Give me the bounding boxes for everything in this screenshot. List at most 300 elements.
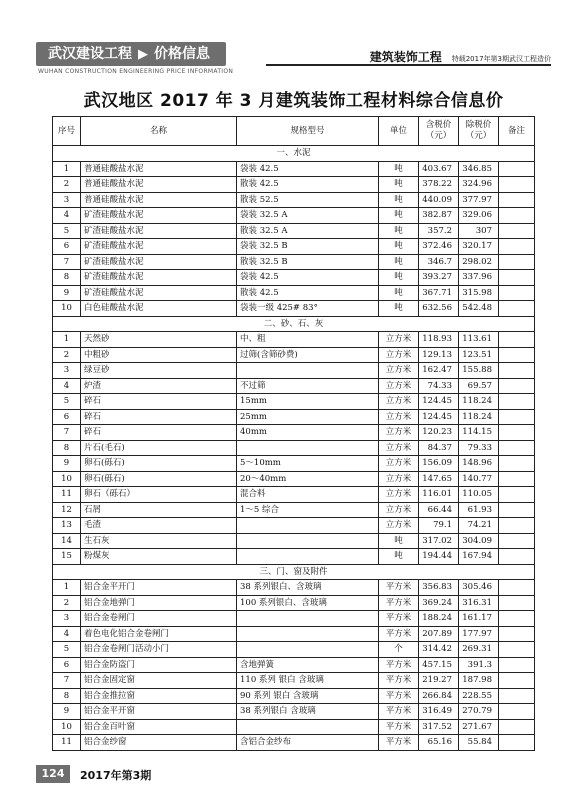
cell-note	[499, 642, 535, 658]
cell-note	[499, 471, 535, 487]
cell-no: 7	[53, 673, 81, 689]
cell-unit: 平方米	[379, 673, 419, 689]
cell-no: 8	[53, 688, 81, 704]
cell-name: 白色硅酸盐水泥	[81, 301, 237, 317]
footer-issue: 2017年第3期	[80, 769, 152, 782]
cell-no: 10	[53, 719, 81, 735]
cell-name: 天然砂	[81, 332, 237, 348]
cell-note	[499, 301, 535, 317]
table-row	[53, 471, 535, 487]
cell-price-notax: 305.46	[459, 580, 499, 596]
cell-price-tax: 74.33	[419, 378, 459, 394]
cell-note	[499, 208, 535, 224]
cell-spec: 过筛(含筛砂费)	[237, 347, 379, 363]
cell-price-notax: 315.98	[459, 285, 499, 301]
column-header: 备注	[499, 117, 535, 146]
cell-price-tax: 356.83	[419, 580, 459, 596]
cell-price-tax: 207.89	[419, 626, 459, 642]
cell-no: 7	[53, 254, 81, 270]
cell-unit: 吨	[379, 549, 419, 565]
section-title: 二、砂、石、灰	[53, 316, 535, 332]
cell-spec: 含地弹簧	[237, 657, 379, 673]
cell-unit: 吨	[379, 285, 419, 301]
cell-spec: 38 系列银白 含玻璃	[237, 704, 379, 720]
header-right	[370, 46, 551, 65]
cell-price-tax: 357.2	[419, 223, 459, 239]
cell-unit: 平方米	[379, 595, 419, 611]
cell-no: 8	[53, 270, 81, 286]
cell-no: 5	[53, 642, 81, 658]
table-row	[53, 270, 535, 286]
cell-price-notax: 228.55	[459, 688, 499, 704]
cell-no: 1	[53, 332, 81, 348]
table-header-row	[53, 117, 535, 146]
cell-price-tax: 65.16	[419, 735, 459, 751]
table-row	[53, 549, 535, 565]
cell-spec: 38 系列银白、含玻璃	[237, 580, 379, 596]
cell-unit: 吨	[379, 223, 419, 239]
table-row	[53, 518, 535, 534]
cell-price-notax: 307	[459, 223, 499, 239]
cell-price-notax: 118.24	[459, 409, 499, 425]
cell-spec	[237, 549, 379, 565]
table-row	[53, 363, 535, 379]
column-header: 名称	[81, 117, 237, 146]
cell-note	[499, 719, 535, 735]
cell-no: 15	[53, 549, 81, 565]
table-row	[53, 425, 535, 441]
cell-no: 9	[53, 456, 81, 472]
cell-note	[499, 533, 535, 549]
cell-no: 6	[53, 657, 81, 673]
cell-note	[499, 626, 535, 642]
cell-name: 矿渣硅酸盐水泥	[81, 239, 237, 255]
table-body	[53, 146, 535, 751]
cell-note	[499, 611, 535, 627]
cell-name: 片石(毛石)	[81, 440, 237, 456]
table-row	[53, 394, 535, 410]
cell-name: 卵石(砾石)	[81, 471, 237, 487]
cell-price-notax: 55.84	[459, 735, 499, 751]
cell-spec: 含铝合金纱布	[237, 735, 379, 751]
table-row	[53, 223, 535, 239]
cell-price-notax: 79.33	[459, 440, 499, 456]
cell-price-notax: 391.3	[459, 657, 499, 673]
cell-spec	[237, 533, 379, 549]
cell-name: 普通硅酸盐水泥	[81, 161, 237, 177]
cell-name: 铝合金卷闸门活动小门	[81, 642, 237, 658]
cell-price-tax: 219.27	[419, 673, 459, 689]
cell-name: 铝合金百叶窗	[81, 719, 237, 735]
cell-price-tax: 156.09	[419, 456, 459, 472]
brand-name: 武汉建设工程	[48, 46, 132, 62]
cell-name: 铝合金防盗门	[81, 657, 237, 673]
cell-price-notax: 377.97	[459, 192, 499, 208]
cell-name: 铝合金固定窗	[81, 673, 237, 689]
cell-note	[499, 378, 535, 394]
cell-unit: 吨	[379, 177, 419, 193]
cell-spec: 20～40mm	[237, 471, 379, 487]
cell-spec	[237, 719, 379, 735]
cell-unit: 立方米	[379, 394, 419, 410]
cell-no: 11	[53, 487, 81, 503]
table-row	[53, 440, 535, 456]
price-table	[52, 116, 535, 751]
cell-note	[499, 735, 535, 751]
cell-note	[499, 487, 535, 503]
cell-note	[499, 425, 535, 441]
cell-no: 5	[53, 223, 81, 239]
table-row	[53, 254, 535, 270]
table-row	[53, 642, 535, 658]
cell-spec	[237, 611, 379, 627]
cell-name: 毛渣	[81, 518, 237, 534]
cell-price-notax: 74.21	[459, 518, 499, 534]
cell-spec	[237, 626, 379, 642]
cell-price-notax: 155.88	[459, 363, 499, 379]
cell-spec: 散装 52.5	[237, 192, 379, 208]
cell-price-notax: 140.77	[459, 471, 499, 487]
cell-no: 10	[53, 301, 81, 317]
cell-name: 绿豆砂	[81, 363, 237, 379]
cell-no: 2	[53, 177, 81, 193]
cell-price-notax: 167.94	[459, 549, 499, 565]
cell-spec: 5～10mm	[237, 456, 379, 472]
cell-name: 生石灰	[81, 533, 237, 549]
cell-spec: 40mm	[237, 425, 379, 441]
cell-price-tax: 367.71	[419, 285, 459, 301]
cell-spec: 1～5 综合	[237, 502, 379, 518]
cell-unit: 平方米	[379, 719, 419, 735]
cell-note	[499, 223, 535, 239]
cell-unit: 吨	[379, 239, 419, 255]
cell-spec: 90 系列 银白 含玻璃	[237, 688, 379, 704]
cell-unit: 吨	[379, 533, 419, 549]
cell-no: 13	[53, 518, 81, 534]
column-header: 规格型号	[237, 117, 379, 146]
cell-no: 11	[53, 735, 81, 751]
cell-note	[499, 673, 535, 689]
cell-no: 12	[53, 502, 81, 518]
cell-unit: 立方米	[379, 456, 419, 472]
cell-name: 碎石	[81, 425, 237, 441]
cell-spec: 袋装 32.5 A	[237, 208, 379, 224]
cell-unit: 吨	[379, 192, 419, 208]
cell-name: 中粗砂	[81, 347, 237, 363]
cell-unit: 立方米	[379, 425, 419, 441]
cell-price-tax: 314.42	[419, 642, 459, 658]
category-name: 价格信息	[154, 46, 210, 62]
cell-price-notax: 542.48	[459, 301, 499, 317]
cell-spec: 15mm	[237, 394, 379, 410]
brand-subtitle: WUHAN CONSTRUCTION ENGINEERING PRICE INFORMATION	[38, 68, 234, 75]
cell-no: 1	[53, 161, 81, 177]
cell-spec: 袋装 42.5	[237, 161, 379, 177]
table-row	[53, 719, 535, 735]
cell-price-notax: 148.96	[459, 456, 499, 472]
page-footer	[36, 765, 551, 785]
cell-note	[499, 688, 535, 704]
cell-unit: 吨	[379, 301, 419, 317]
cell-price-notax: 118.24	[459, 394, 499, 410]
table-row	[53, 611, 535, 627]
section-row	[53, 564, 535, 580]
table-row	[53, 239, 535, 255]
cell-spec: 散装 32.5 B	[237, 254, 379, 270]
cell-note	[499, 363, 535, 379]
cell-note	[499, 254, 535, 270]
table-row	[53, 487, 535, 503]
cell-name: 碎石	[81, 394, 237, 410]
cell-no: 14	[53, 533, 81, 549]
cell-spec	[237, 363, 379, 379]
table-row	[53, 688, 535, 704]
cell-price-tax: 120.23	[419, 425, 459, 441]
cell-note	[499, 270, 535, 286]
cell-unit: 立方米	[379, 487, 419, 503]
table-row	[53, 177, 535, 193]
table-row	[53, 704, 535, 720]
table-row	[53, 332, 535, 348]
table-row	[53, 626, 535, 642]
cell-spec	[237, 440, 379, 456]
cell-unit: 个	[379, 642, 419, 658]
cell-spec	[237, 642, 379, 658]
brand-badge	[36, 42, 226, 66]
table-row	[53, 502, 535, 518]
cell-name: 碎石	[81, 409, 237, 425]
cell-price-tax: 369.24	[419, 595, 459, 611]
cell-price-tax: 124.45	[419, 409, 459, 425]
cell-price-notax: 337.96	[459, 270, 499, 286]
cell-price-notax: 61.93	[459, 502, 499, 518]
cell-unit: 平方米	[379, 611, 419, 627]
cell-note	[499, 394, 535, 410]
cell-spec: 110 系列 银白 含玻璃	[237, 673, 379, 689]
table-row	[53, 208, 535, 224]
cell-note	[499, 192, 535, 208]
table-row	[53, 580, 535, 596]
cell-note	[499, 332, 535, 348]
section-title: 一、水泥	[53, 146, 535, 162]
cell-price-tax: 403.67	[419, 161, 459, 177]
section-name: 建筑装饰工程	[369, 50, 442, 64]
section-title: 三、门、窗及附件	[53, 564, 535, 580]
cell-no: 1	[53, 580, 81, 596]
table-row	[53, 301, 535, 317]
cell-note	[499, 177, 535, 193]
cell-price-tax: 457.15	[419, 657, 459, 673]
table-row	[53, 347, 535, 363]
cell-unit: 立方米	[379, 471, 419, 487]
cell-price-notax: 113.61	[459, 332, 499, 348]
table-row	[53, 595, 535, 611]
cell-unit: 立方米	[379, 502, 419, 518]
cell-name: 炉渣	[81, 378, 237, 394]
cell-note	[499, 657, 535, 673]
column-header: 含税价 （元）	[419, 117, 459, 146]
cell-no: 9	[53, 704, 81, 720]
table-row	[53, 285, 535, 301]
cell-price-notax: 316.31	[459, 595, 499, 611]
table-row	[53, 673, 535, 689]
cell-price-tax: 118.93	[419, 332, 459, 348]
cell-spec: 25mm	[237, 409, 379, 425]
issue-note: 特载2017年第3期武汉工程造价	[451, 55, 551, 63]
cell-price-notax: 177.97	[459, 626, 499, 642]
cell-name: 普通硅酸盐水泥	[81, 192, 237, 208]
cell-unit: 立方米	[379, 347, 419, 363]
cell-price-notax: 269.31	[459, 642, 499, 658]
cell-note	[499, 409, 535, 425]
cell-name: 矿渣硅酸盐水泥	[81, 270, 237, 286]
cell-price-notax: 69.57	[459, 378, 499, 394]
cell-note	[499, 161, 535, 177]
cell-price-tax: 266.84	[419, 688, 459, 704]
cell-spec: 袋装一级 425# 83°	[237, 301, 379, 317]
cell-price-tax: 382.87	[419, 208, 459, 224]
cell-spec: 散装 32.5 A	[237, 223, 379, 239]
table-row	[53, 161, 535, 177]
cell-note	[499, 518, 535, 534]
cell-spec: 袋装 32.5 B	[237, 239, 379, 255]
cell-name: 矿渣硅酸盐水泥	[81, 223, 237, 239]
cell-price-notax: 114.15	[459, 425, 499, 441]
cell-no: 3	[53, 611, 81, 627]
cell-name: 普通硅酸盐水泥	[81, 177, 237, 193]
cell-no: 10	[53, 471, 81, 487]
column-header: 序号	[53, 117, 81, 146]
cell-price-tax: 378.22	[419, 177, 459, 193]
cell-spec	[237, 518, 379, 534]
page-number: 124	[36, 765, 70, 783]
cell-spec: 散装 42.5	[237, 285, 379, 301]
cell-price-notax: 320.17	[459, 239, 499, 255]
cell-price-tax: 79.1	[419, 518, 459, 534]
cell-note	[499, 239, 535, 255]
cell-unit: 立方米	[379, 440, 419, 456]
cell-name: 铝合金纱窗	[81, 735, 237, 751]
column-header: 单位	[379, 117, 419, 146]
cell-no: 6	[53, 239, 81, 255]
cell-price-tax: 188.24	[419, 611, 459, 627]
cell-spec: 混合料	[237, 487, 379, 503]
cell-price-notax: 161.17	[459, 611, 499, 627]
cell-price-tax: 84.37	[419, 440, 459, 456]
cell-no: 3	[53, 192, 81, 208]
cell-spec: 中、粗	[237, 332, 379, 348]
cell-no: 2	[53, 347, 81, 363]
cell-unit: 立方米	[379, 378, 419, 394]
cell-no: 5	[53, 394, 81, 410]
cell-no: 4	[53, 208, 81, 224]
table-row	[53, 533, 535, 549]
cell-note	[499, 440, 535, 456]
cell-price-tax: 116.01	[419, 487, 459, 503]
header-rule	[266, 64, 551, 66]
cell-name: 粉煤灰	[81, 549, 237, 565]
cell-name: 卵石(砾石)	[81, 456, 237, 472]
cell-no: 9	[53, 285, 81, 301]
cell-name: 矿渣硅酸盐水泥	[81, 254, 237, 270]
cell-price-tax: 162.47	[419, 363, 459, 379]
cell-no: 8	[53, 440, 81, 456]
cell-note	[499, 549, 535, 565]
cell-name: 矿渣硅酸盐水泥	[81, 208, 237, 224]
cell-price-tax: 147.65	[419, 471, 459, 487]
cell-price-tax: 316.49	[419, 704, 459, 720]
cell-price-tax: 372.46	[419, 239, 459, 255]
cell-price-notax: 329.06	[459, 208, 499, 224]
page-title: 武汉地区 2017 年 3 月建筑装饰工程材料综合信息价	[83, 91, 504, 111]
table-row	[53, 378, 535, 394]
cell-price-notax: 324.96	[459, 177, 499, 193]
table-row	[53, 735, 535, 751]
cell-unit: 平方米	[379, 626, 419, 642]
cell-no: 7	[53, 425, 81, 441]
cell-spec: 袋装 42.5	[237, 270, 379, 286]
cell-unit: 吨	[379, 208, 419, 224]
cell-no: 4	[53, 626, 81, 642]
cell-price-tax: 194.44	[419, 549, 459, 565]
cell-name: 铝合金平开门	[81, 580, 237, 596]
cell-no: 6	[53, 409, 81, 425]
cell-note	[499, 595, 535, 611]
table-row	[53, 409, 535, 425]
cell-price-tax: 346.7	[419, 254, 459, 270]
cell-no: 4	[53, 378, 81, 394]
cell-unit: 平方米	[379, 688, 419, 704]
cell-no: 3	[53, 363, 81, 379]
cell-name: 卵石（砾石）	[81, 487, 237, 503]
cell-name: 着色电化铝合金卷闸门	[81, 626, 237, 642]
cell-unit: 平方米	[379, 657, 419, 673]
cell-name: 矿渣硅酸盐水泥	[81, 285, 237, 301]
cell-note	[499, 580, 535, 596]
table-row	[53, 657, 535, 673]
column-header: 除税价 （元）	[459, 117, 499, 146]
cell-name: 铝合金推拉窗	[81, 688, 237, 704]
cell-price-tax: 393.27	[419, 270, 459, 286]
cell-price-notax: 271.67	[459, 719, 499, 735]
cell-note	[499, 347, 535, 363]
cell-price-notax: 110.05	[459, 487, 499, 503]
cell-price-tax: 317.52	[419, 719, 459, 735]
cell-unit: 吨	[379, 270, 419, 286]
cell-price-tax: 317.02	[419, 533, 459, 549]
cell-price-notax: 187.98	[459, 673, 499, 689]
cell-name: 铝合金地弹门	[81, 595, 237, 611]
cell-unit: 立方米	[379, 363, 419, 379]
cell-unit: 立方米	[379, 332, 419, 348]
cell-name: 石屑	[81, 502, 237, 518]
table-row	[53, 192, 535, 208]
cell-note	[499, 456, 535, 472]
cell-price-notax: 123.51	[459, 347, 499, 363]
cell-unit: 立方米	[379, 409, 419, 425]
cell-note	[499, 285, 535, 301]
cell-unit: 平方米	[379, 580, 419, 596]
cell-price-tax: 632.56	[419, 301, 459, 317]
cell-no: 2	[53, 595, 81, 611]
cell-price-tax: 66.44	[419, 502, 459, 518]
cell-price-tax: 440.09	[419, 192, 459, 208]
cell-price-notax: 346.85	[459, 161, 499, 177]
cell-unit: 平方米	[379, 735, 419, 751]
cell-name: 铝合金卷闸门	[81, 611, 237, 627]
section-row	[53, 146, 535, 162]
cell-price-notax: 298.02	[459, 254, 499, 270]
